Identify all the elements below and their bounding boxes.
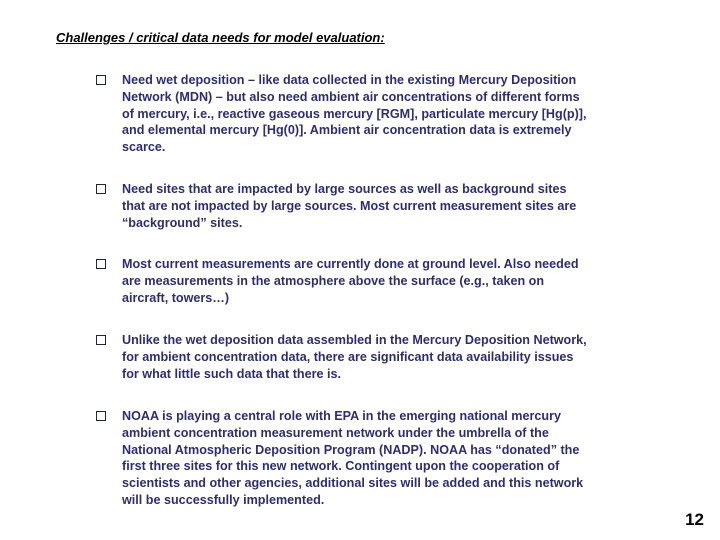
checkbox-bullet-icon	[96, 184, 106, 194]
bullet-text-line: Need sites that are impacted by large sources as well as background sites	[122, 182, 567, 196]
bullet-text-line: scientists and other agencies, additional sites will be added and this network	[122, 476, 584, 491]
checkbox-bullet-icon	[96, 259, 106, 269]
slide-heading: Challenges / critical data needs for model evaluation:	[56, 30, 385, 45]
bullet-text	[122, 256, 579, 306]
bullet-text-line: National Atmospheric Deposition Program (NADP). NOAA has “donated” the	[122, 442, 580, 457]
bullet-text	[122, 408, 583, 509]
bullet-text-line: for what little such data that there is.	[122, 366, 342, 381]
bullet-text-line: Unlike the wet deposition data assembled in the Mercury Deposition Network,	[122, 333, 587, 347]
bullet-text-line: NOAA is playing a central role with EPA in the emerging national mercury	[122, 409, 562, 423]
bullet-text	[122, 332, 587, 382]
bullet-text	[122, 72, 586, 156]
bullet-text-line: and elemental mercury [Hg(0)]. Ambient air concentration data is extremely	[122, 123, 572, 138]
bullet-text-line: Network (MDN) – but also need ambient air concentrations of different forms	[122, 89, 580, 104]
bullet-text-line: that are not impacted by large sources. Most current measurement sites are	[122, 198, 577, 213]
bullet-text-line: Most current measurements are currently done at ground level. Also needed	[122, 257, 579, 271]
bullet-text-line: “background” sites.	[122, 215, 243, 230]
checkbox-bullet-icon	[96, 411, 106, 421]
bullet-text-line: will be successfully implemented.	[122, 492, 325, 507]
bullet-text-line: are measurements in the atmosphere above the surface (e.g., taken on	[122, 273, 545, 288]
bullet-text-line: first three sites for this new network. Contingent upon the cooperation of	[122, 459, 560, 474]
bullet-text	[122, 181, 576, 231]
checkbox-bullet-icon	[96, 75, 106, 85]
bullet-text-line: scarce.	[122, 140, 166, 155]
bullet-text-line: Need wet deposition – like data collected in the existing Mercury Deposition	[122, 73, 577, 87]
checkbox-bullet-icon	[96, 335, 106, 345]
page-number: 12	[685, 510, 704, 529]
bullet-text-line: of mercury, i.e., reactive gaseous mercury [RGM], particulate mercury [Hg(p)],	[122, 106, 587, 121]
bullet-text-line: for ambient concentration data, there are significant data availability issues	[122, 349, 574, 364]
bullet-text-line: aircraft, towers…)	[122, 290, 230, 305]
bullet-text-line: ambient concentration measurement network under the umbrella of the	[122, 425, 549, 440]
